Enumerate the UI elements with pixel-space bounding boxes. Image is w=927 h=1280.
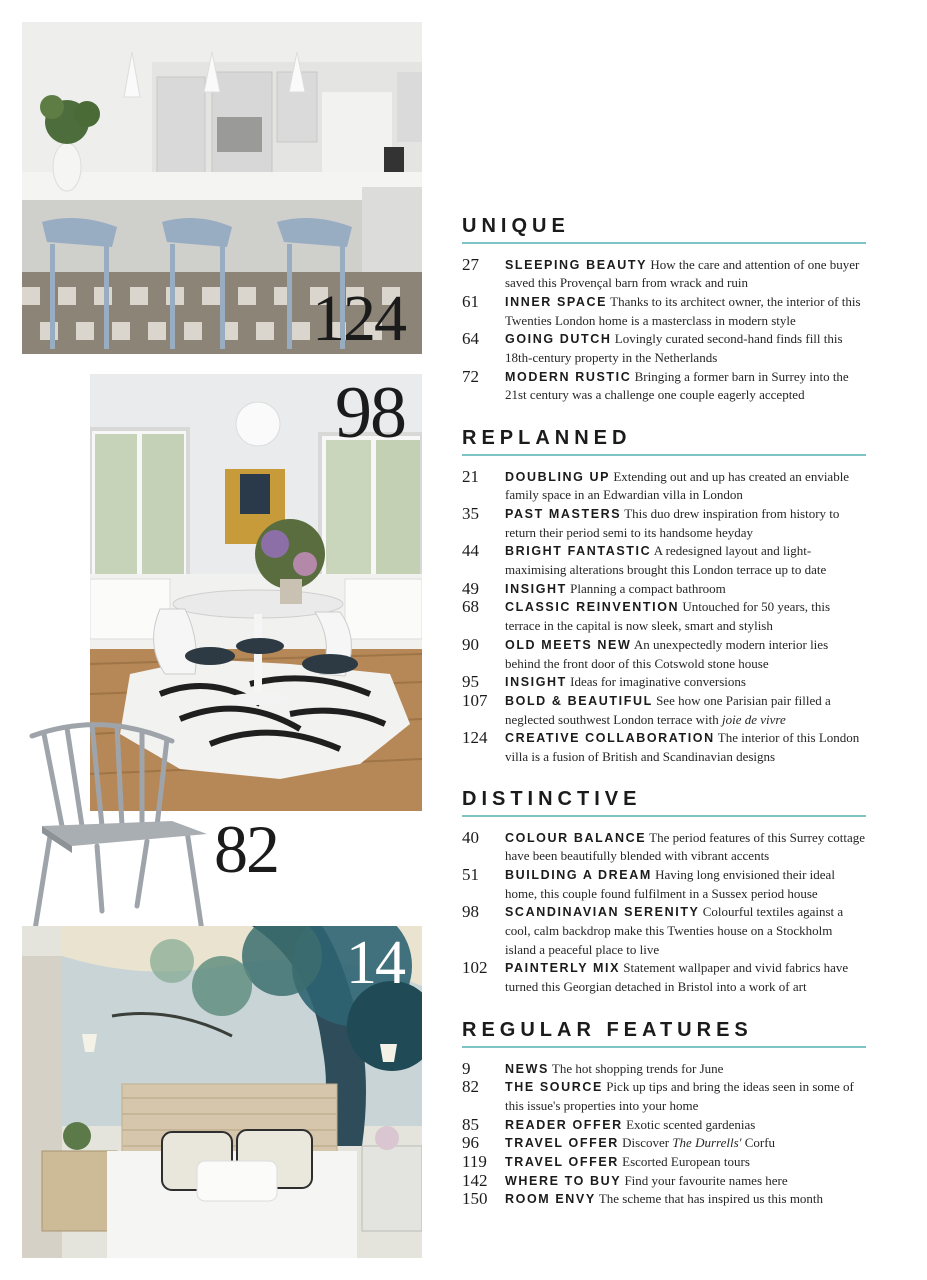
entry-title: TRAVEL OFFER (505, 1136, 619, 1151)
toc-entry[interactable] (462, 505, 866, 542)
section-rule (462, 242, 866, 244)
entry-description: Statement wallpaper and vivid fabrics have turned this Georgian detached in Bristol into a work of art (505, 960, 849, 995)
entry-title: INSIGHT (505, 675, 567, 690)
toc-entry[interactable] (462, 1078, 866, 1115)
entry-title: BOLD & BEAUTIFUL (505, 693, 653, 708)
entry-page-number: 142 (462, 1170, 488, 1190)
entry-description: How the care and attention of one buyer saved this Provençal barn from wrack and ruin (505, 256, 860, 291)
entry-description: Colourful textiles against a cool, calm backdrop make this Twenties house on a Stockholm island a peaceful place to live (505, 904, 844, 957)
section-title: DISTINCTIVE (462, 788, 642, 810)
entry-title: BRIGHT FANTASTIC (505, 544, 652, 559)
section-replanned (462, 425, 866, 767)
page-number-dining: 98 (335, 372, 405, 454)
entry-description: Planning a compact bathroom (570, 580, 726, 596)
entry-title: PAST MASTERS (505, 506, 622, 521)
entry-description-italic: The Durrells' (672, 1135, 742, 1151)
chair-cutout (22, 716, 212, 941)
toc-entry[interactable] (462, 293, 866, 330)
entry-title: DOUBLING UP (505, 469, 611, 484)
toc-entry[interactable] (462, 598, 866, 635)
entry-title: CLASSIC REINVENTION (505, 600, 680, 615)
entry-title: WHERE TO BUY (505, 1173, 622, 1188)
entry-page-number: 9 (462, 1058, 471, 1078)
entry-description: The period features of this Surrey cottage have been beautifully blended with vibrant accents (505, 829, 866, 864)
entry-description: Lovingly curated second-hand finds fill this 18th-century property in the Netherlands (505, 331, 843, 366)
entry-description: Find your favourite names here (624, 1172, 788, 1188)
entry-title: ROOM ENVY (505, 1192, 596, 1207)
entry-page-number: 90 (462, 634, 479, 654)
entry-page-number: 150 (462, 1189, 488, 1209)
entry-title: READER OFFER (505, 1117, 623, 1132)
entry-description: The interior of this London villa is a fusion of British and Scandinavian designs (505, 730, 860, 765)
entry-page-number: 85 (462, 1114, 479, 1134)
entry-description: This duo drew inspiration from history to return their period semi to its handsome heyday (505, 505, 840, 540)
entry-description: Having long envisioned their ideal home, this couple found fulfilment in a Sussex period house (505, 866, 835, 901)
entry-page-number: 96 (462, 1133, 479, 1153)
entry-page-number: 61 (462, 291, 479, 311)
entry-title: PAINTERLY MIX (505, 961, 621, 976)
entry-description: The scheme that has inspired us this month (598, 1191, 824, 1207)
toc-entry[interactable] (462, 1190, 866, 1209)
toc-entry[interactable] (462, 1134, 866, 1153)
entry-description: See how one Parisian pair filled a neglected southwest London terrace with (505, 692, 831, 727)
toc-entry[interactable] (462, 866, 866, 903)
section-unique (462, 213, 866, 405)
entry-description: Bringing a former barn in Surrey into the 21st century was a challenge one couple eagerly accepted (505, 368, 849, 403)
entry-page-number: 107 (462, 690, 488, 710)
entry-description: A redesigned layout and light-maximising alterations brought this London terrace up to date (505, 543, 827, 578)
entry-title: CREATIVE COLLABORATION (505, 731, 715, 746)
entry-page-number: 72 (462, 366, 479, 386)
page-number-kitchen: 124 (312, 282, 405, 355)
entry-title: MODERN RUSTIC (505, 369, 632, 384)
section-title: REPLANNED (462, 427, 632, 449)
entry-description: Discover (622, 1135, 670, 1151)
section-title: UNIQUE (462, 215, 570, 237)
entry-description: Extending out and up has created an enviable family space in an Edwardian villa in London (505, 468, 850, 503)
entry-title: SLEEPING BEAUTY (505, 257, 648, 272)
entry-title: NEWS (505, 1061, 549, 1076)
entry-page-number: 82 (462, 1077, 479, 1097)
entry-title: INSIGHT (505, 581, 567, 596)
entry-title: COLOUR BALANCE (505, 830, 647, 845)
entry-title: TRAVEL OFFER (505, 1155, 619, 1170)
entry-description: Thanks to its architect owner, the interior of this Twenties London home is a masterclass in modern style (505, 293, 861, 328)
toc-entry[interactable] (462, 636, 866, 673)
entry-page-number: 98 (462, 902, 479, 922)
section-title: REGULAR FEATURES (462, 1019, 753, 1041)
entry-description: Pick up tips and bring the ideas seen in some of this issue's properties into your home (505, 1079, 854, 1113)
entry-page-number: 124 (462, 728, 488, 748)
entry-page-number: 21 (462, 466, 479, 486)
toc-entry[interactable] (462, 903, 866, 959)
entry-page-number: 27 (462, 254, 479, 274)
toc-entry[interactable] (462, 468, 866, 505)
entry-title: OLD MEETS NEW (505, 637, 632, 652)
entry-page-number: 68 (462, 597, 479, 617)
toc-entry[interactable] (462, 368, 866, 405)
toc-entry[interactable] (462, 1153, 866, 1172)
entry-page-number: 35 (462, 503, 479, 523)
entry-description: Exotic scented gardenias (626, 1116, 756, 1132)
entry-page-number: 49 (462, 578, 479, 598)
page-number-bedroom: 14 (346, 929, 404, 997)
entry-description: Ideas for imaginative conversions (570, 674, 746, 690)
section-distinctive (462, 786, 866, 997)
toc-entry[interactable] (462, 1116, 866, 1135)
toc-entry[interactable] (462, 256, 866, 293)
entry-title: GOING DUTCH (505, 332, 612, 347)
section-regular-features (462, 1017, 866, 1209)
entry-page-number: 102 (462, 958, 488, 978)
entry-title: THE SOURCE (505, 1080, 603, 1095)
toc-entry[interactable] (462, 729, 866, 766)
entry-page-number: 119 (462, 1152, 487, 1172)
toc-entry[interactable] (462, 692, 866, 729)
entry-page-number: 64 (462, 329, 479, 349)
section-rule (462, 454, 866, 456)
entry-title: INNER SPACE (505, 294, 608, 309)
entry-description: Untouched for 50 years, this terrace in the capital is now sleek, smart and stylish (505, 599, 831, 634)
toc-entry[interactable] (462, 330, 866, 367)
toc-entry[interactable] (462, 580, 866, 599)
toc-entry[interactable] (462, 673, 866, 692)
toc-entry[interactable] (462, 829, 866, 866)
section-rule (462, 1046, 866, 1048)
entry-page-number: 44 (462, 541, 479, 561)
page-number-chair: 82 (214, 811, 278, 887)
entry-page-number: 95 (462, 672, 479, 692)
entry-description: The hot shopping trends for June (551, 1060, 724, 1076)
entry-title: BUILDING A DREAM (505, 867, 652, 882)
entry-description-after: Corfu (744, 1135, 776, 1151)
toc-entry[interactable] (462, 959, 866, 996)
toc-entry[interactable] (462, 542, 866, 579)
entry-description: Escorted European tours (622, 1154, 750, 1170)
entry-description-italic: joie de vivre (721, 711, 786, 727)
entry-description: An unexpectedly modern interior lies behind the front door of this Cotswold stone house (505, 636, 829, 671)
toc-entry[interactable] (462, 1172, 866, 1191)
entry-page-number: 51 (462, 864, 479, 884)
section-rule (462, 815, 866, 817)
toc-entry[interactable] (462, 1060, 866, 1079)
entry-page-number: 40 (462, 827, 479, 847)
entry-title: SCANDINAVIAN SERENITY (505, 905, 700, 920)
